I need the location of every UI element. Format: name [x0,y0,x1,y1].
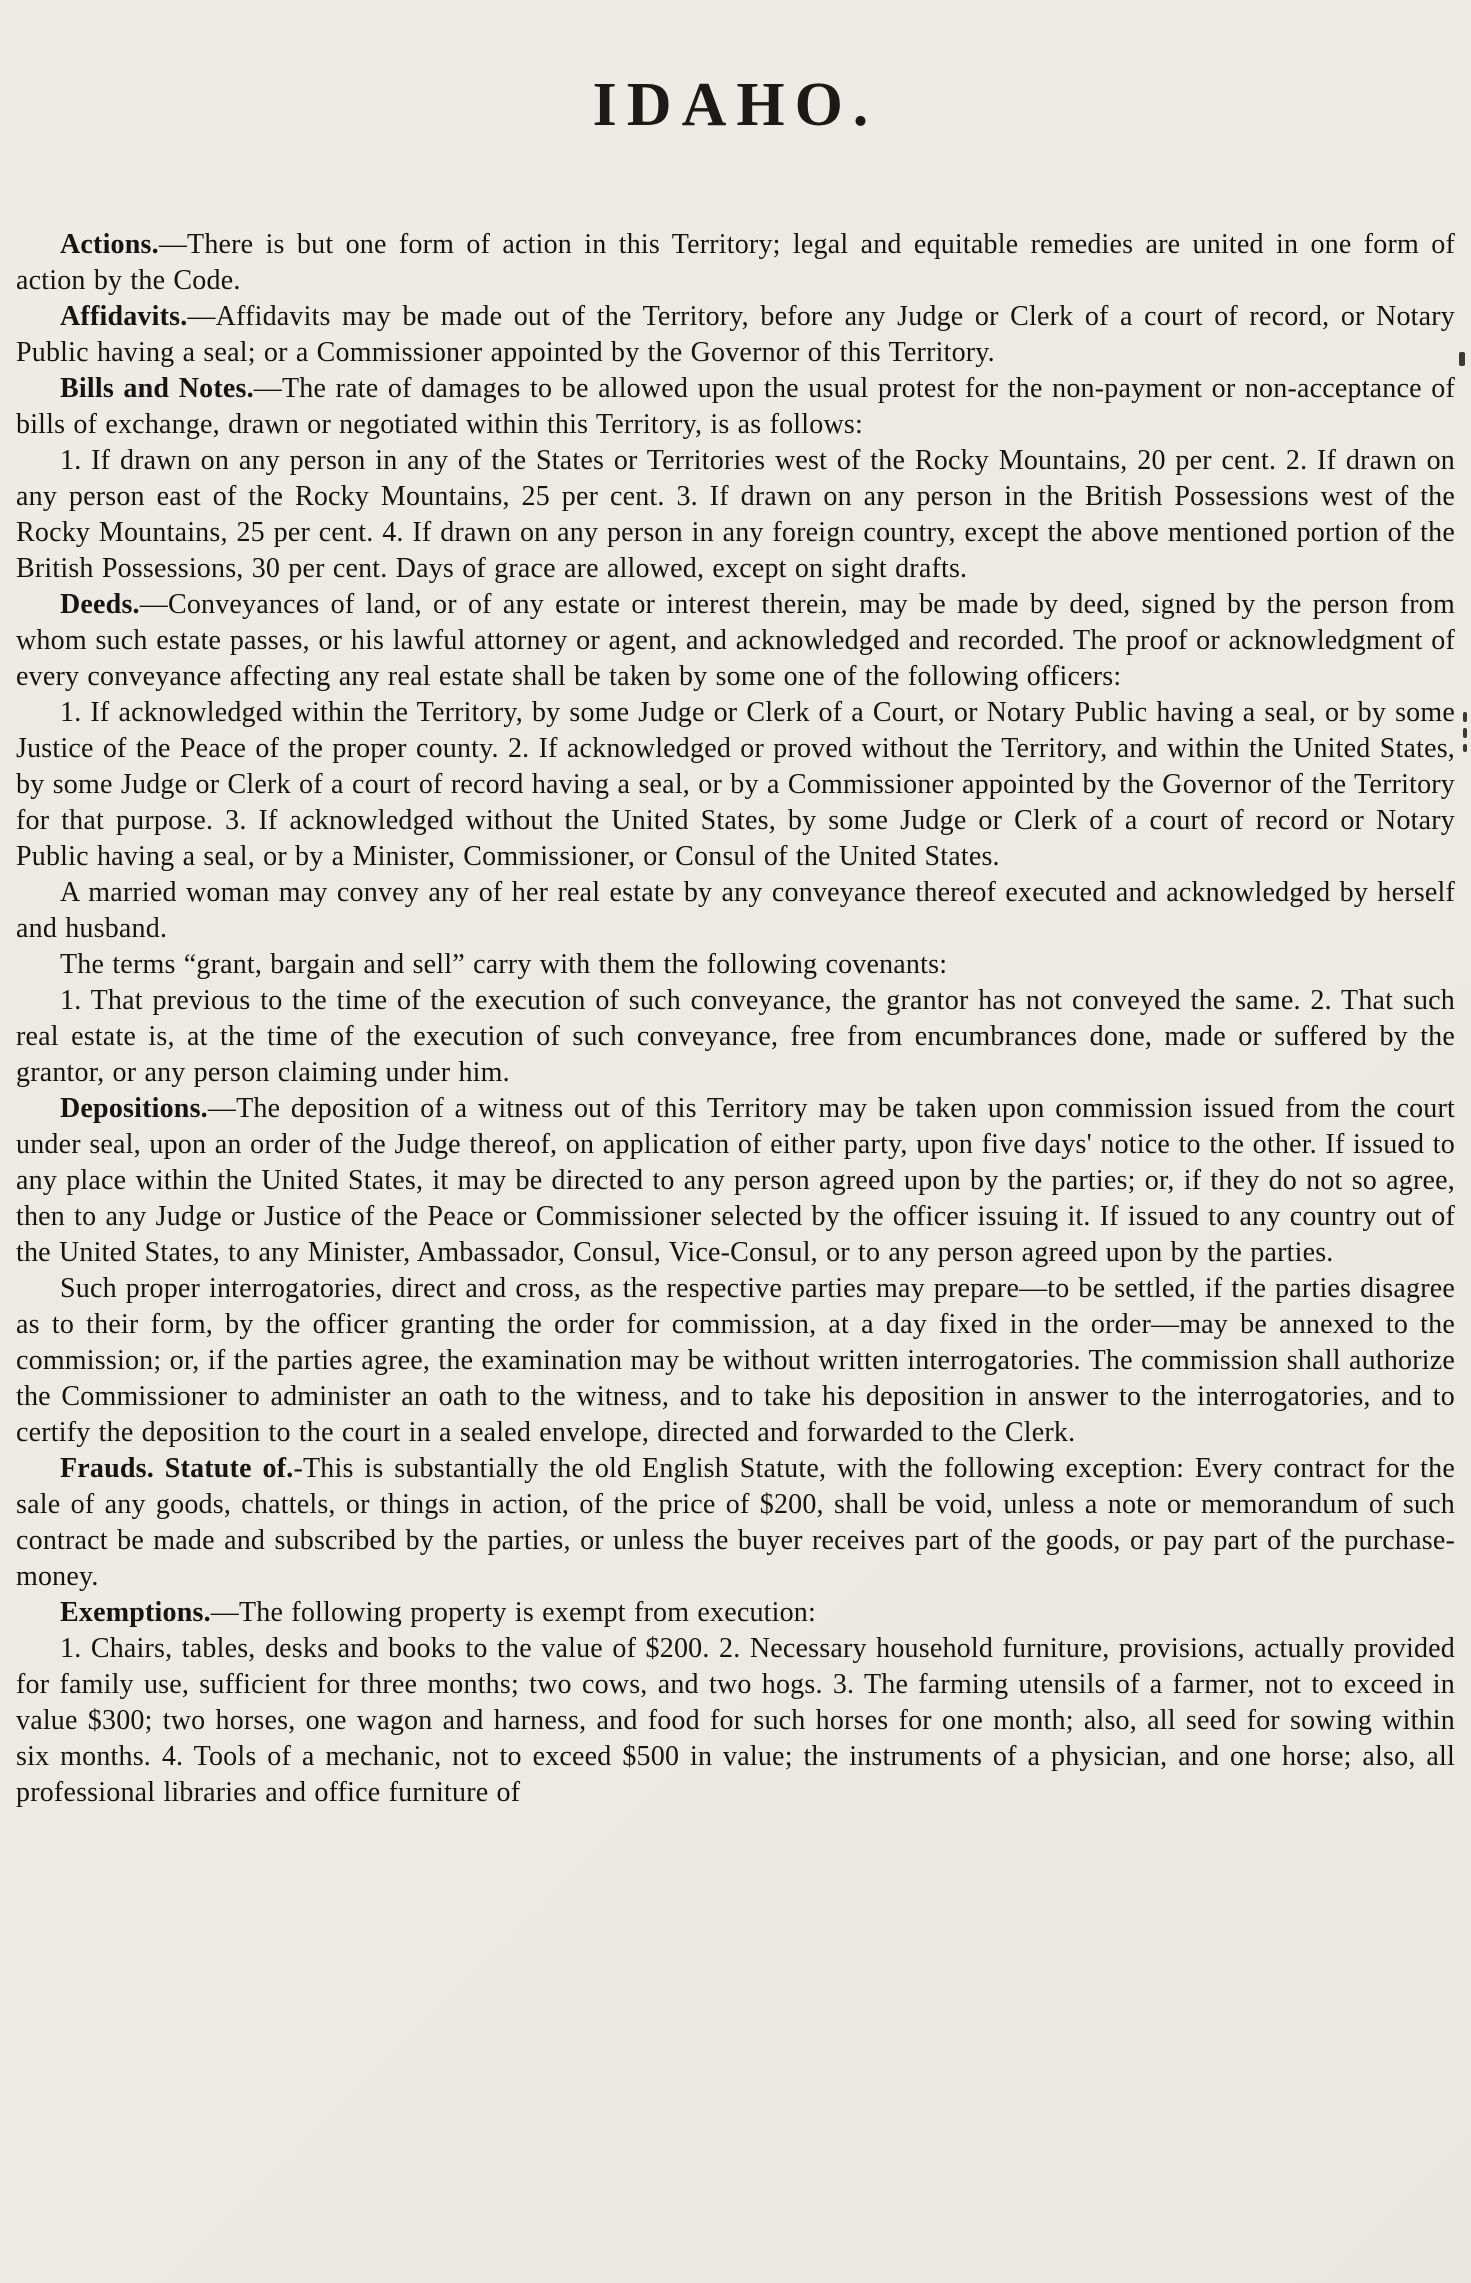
paragraph-covenants-list [16,983,1455,1091]
paragraph-text: 1. If drawn on any person in any of the States or Territories west of the Rocky Mountains, 20 per cent. 2. If drawn on any person east of the Rocky Mountains, 25 per cent. 3. If drawn on any person in the British Possessions west of the Rocky Mountains, 25 per cent. 4. If drawn on any person in any foreign country, except the above mentioned portion of the British Possessions, 30 per cent. Days of grace are allowed, except on sight drafts. [16,445,1455,584]
paragraph-text: 1. That previous to the time of the execution of such conveyance, the grantor has not conveyed the same. 2. That such real estate is, at the time of the execution of such conveyance, free from encumbrances done, made or suffered by the grantor, or any person claiming under him. [16,985,1455,1088]
scan-artifact [1463,728,1467,738]
section-lead: Frauds. Statute of. [60,1453,294,1484]
paragraph-exemptions-list [16,1631,1455,1811]
section-lead: Actions. [60,229,159,260]
paragraph-text: —There is but one form of action in this Territory; legal and equitable remedies are united in one form of action by the Code. [16,229,1455,296]
paragraph-text: —The deposition of a witness out of this Territory may be taken upon commission issued from the court under seal, upon an order of the Judge thereof, on application of either party, upon five days' notice to the other. If issued to any place within the United States, it may be directed to any person agreed upon by the parties; or, if they do not so agree, then to any Judge or Justice of the Peace or Commissioner selected by the officer issuing it. If issued to any country out of the United States, to any Minister, Ambassador, Consul, Vice-Consul, or to any person agreed upon by the parties. [16,1093,1455,1268]
section-lead: Bills and Notes. [60,373,254,404]
section-lead: Affidavits. [60,301,188,332]
paragraph-text: —The following property is exempt from execution: [210,1597,816,1628]
section-lead: Deeds. [60,589,140,620]
paragraph-text: The terms “grant, bargain and sell” carry with them the following covenants: [60,949,948,980]
paragraph-text: A married woman may convey any of her real estate by any conveyance thereof executed and acknowledged by herself and husband. [16,877,1455,944]
paragraph-exemptions [16,1595,1455,1631]
paragraph-bills-and-notes [16,371,1455,443]
section-lead: Depositions. [60,1093,208,1124]
page-body [16,227,1455,1811]
scan-artifact [1459,352,1465,366]
paragraph-interrogatories [16,1271,1455,1451]
paragraph-text: 1. Chairs, tables, desks and books to the value of $200. 2. Necessary household furniture, provisions, actually provided for family use, sufficient for three months; two cows, and two hogs. 3. The farming utensils of a farmer, not to exceed in value $300; two horses, one wagon and harness, and food for such horses for one month; also, all seed for sowing within six months. 4. Tools of a mechanic, not to exceed $500 in value; the instruments of a physician, and one horse; also, all professional libraries and office furniture of [16,1633,1455,1808]
page-title: IDAHO. [592,71,879,139]
paragraph-married-woman [16,875,1455,947]
paragraph-text: Such proper interrogatories, direct and cross, as the respective parties may prepare—to be settled, if the parties disagree as to their form, by the officer granting the order for commission, at a day fixed in the order—may be annexed to the commission; or, if the parties agree, the examination may be without written interrogatories. The commission shall authorize the Commissioner to administer an oath to the witness, and to take his deposition in answer to the interrogatories, and to certify the deposition to the court in a sealed envelope, directed and forwarded to the Clerk. [16,1273,1455,1448]
scan-artifact [1463,744,1467,752]
paragraph-text: -This is substantially the old English Statute, with the following exception: Every contract for the sale of any goods, chattels, or things in action, of the price of $200, shall be void, unless a note or memorandum of such contract be made and subscribed by the parties, or unless the buyer receives part of the goods, or pay part of the purchase-money. [16,1453,1455,1592]
paragraph-text: —Conveyances of land, or of any estate or interest therein, may be made by deed, signed by the person from whom such estate passes, or his lawful attorney or agent, and acknowledged and recorded. The proof or acknowledgment of every conveyance affecting any real estate shall be taken by some one of the following officers: [16,589,1455,692]
scan-artifact [1463,712,1467,722]
paragraph-affidavits [16,299,1455,371]
paragraph-text: 1. If acknowledged within the Territory, by some Judge or Clerk of a Court, or Notary Public having a seal, or by some Justice of the Peace of the proper county. 2. If acknowledged or proved without the Territory, and within the United States, by some Judge or Clerk of a court of record having a seal, or by a Commissioner appointed by the Governor of the Territory for that purpose. 3. If acknowledged without the United States, by some Judge or Clerk of a court of record or Notary Public having a seal, or by a Minister, Commissioner, or Consul of the United States. [16,697,1455,872]
paragraph-frauds [16,1451,1455,1595]
paragraph-text: —The rate of damages to be allowed upon the usual protest for the non-payment or non-acceptance of bills of exchange, drawn or negotiated within this Territory, is as follows: [16,373,1456,440]
paragraph-depositions [16,1091,1455,1271]
paragraph-text: —Affidavits may be made out of the Territory, before any Judge or Clerk of a court of record, or Notary Public having a seal; or a Commissioner appointed by the Governor of this Territory. [16,301,1455,368]
paragraph-deeds [16,587,1455,695]
paragraph-bills-list [16,443,1455,587]
section-lead: Exemptions. [60,1597,211,1628]
paragraph-terms [16,947,1455,983]
paragraph-deeds-list [16,695,1455,875]
paragraph-actions [16,227,1455,299]
